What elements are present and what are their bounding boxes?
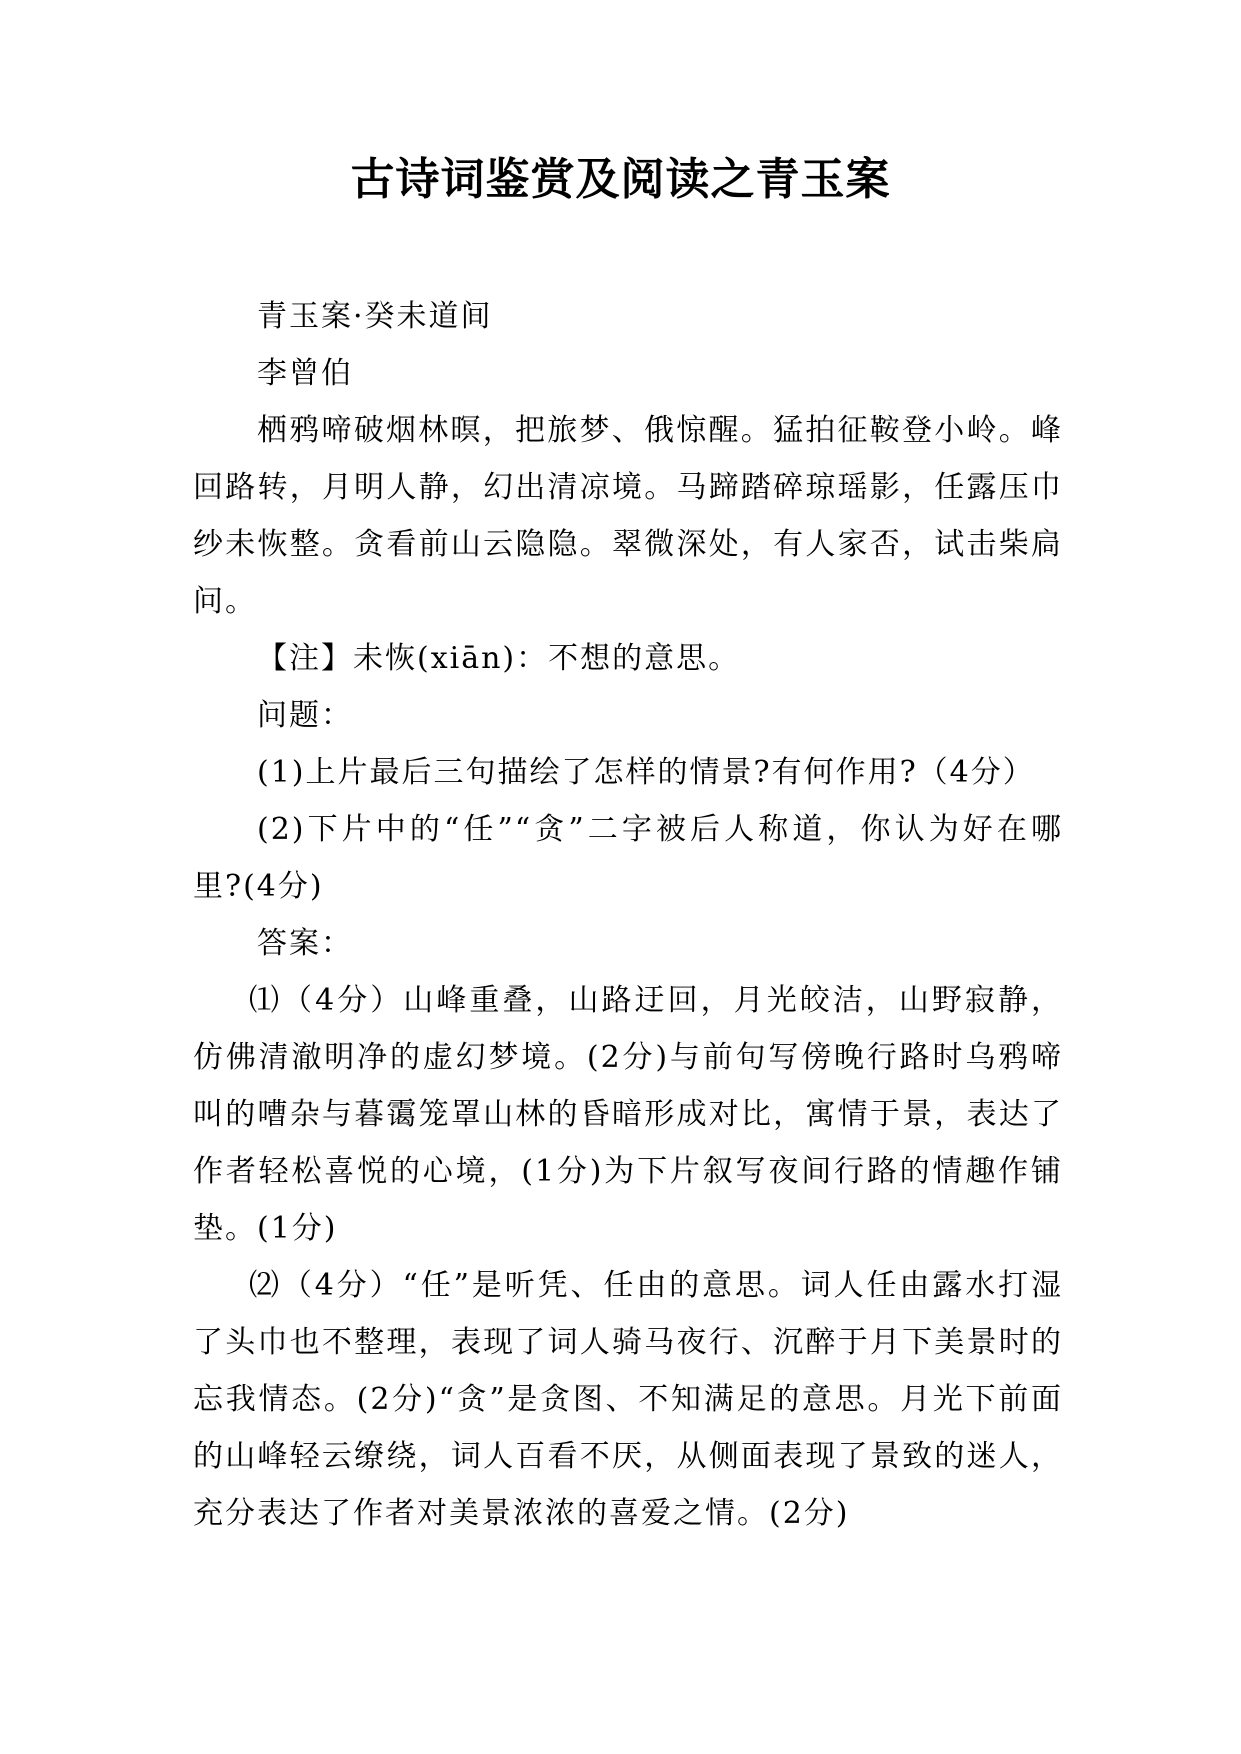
poem-text: 栖鸦啼破烟林暝，把旅梦、俄惊醒。猛拍征鞍登小岭。峰回路转，月明人静，幻出清凉境。马蹄踏碎琼瑶影，任露压巾纱未恢整。贪看前山云隐隐。翠微深处，有人家否，试击柴扃问。 [193,413,1063,619]
questions-heading: 问题： [257,698,353,733]
answer-1: ⑴（4分）山峰重叠，山路迂回，月光皎洁，山野寂静，仿佛清澈明净的虚幻梦境。(2分)与前句写傍晚行路时乌鸦啼叫的嘈杂与暮霭笼罩山林的昏暗形成对比，寓情于景，表达了作者轻松喜悦的心境，(1分)为下片叙写夜间行路的情趣作铺垫。(1分) [193,983,1063,1246]
question-1: (1)上片最后三句描绘了怎样的情景?有何作用?（4分） [257,755,1035,790]
question-2: (2)下片中的“任”“贪”二字被后人称道，你认为好在哪里?(4分) [193,812,1063,904]
answers-heading: 答案： [257,926,353,961]
poem-author: 李曾伯 [257,356,353,391]
document-body [193,288,1063,1542]
document-title: 古诗词鉴赏及阅读之青玉案 [350,154,891,205]
annotation-note: 【注】未恢(xiān)：不想的意思。 [257,641,741,676]
poem-title: 青玉案·癸未道间 [257,299,493,334]
answer-2: ⑵（4分）“任”是听凭、任由的意思。词人任由露水打湿了头巾也不整理，表现了词人骑马夜行、沉醉于月下美景时的忘我情态。(2分)“贪”是贪图、不知满足的意思。月光下前面的山峰轻云缭绕，词人百看不厌，从侧面表现了景致的迷人，充分表达了作者对美景浓浓的喜爱之情。(2分) [193,1268,1063,1531]
